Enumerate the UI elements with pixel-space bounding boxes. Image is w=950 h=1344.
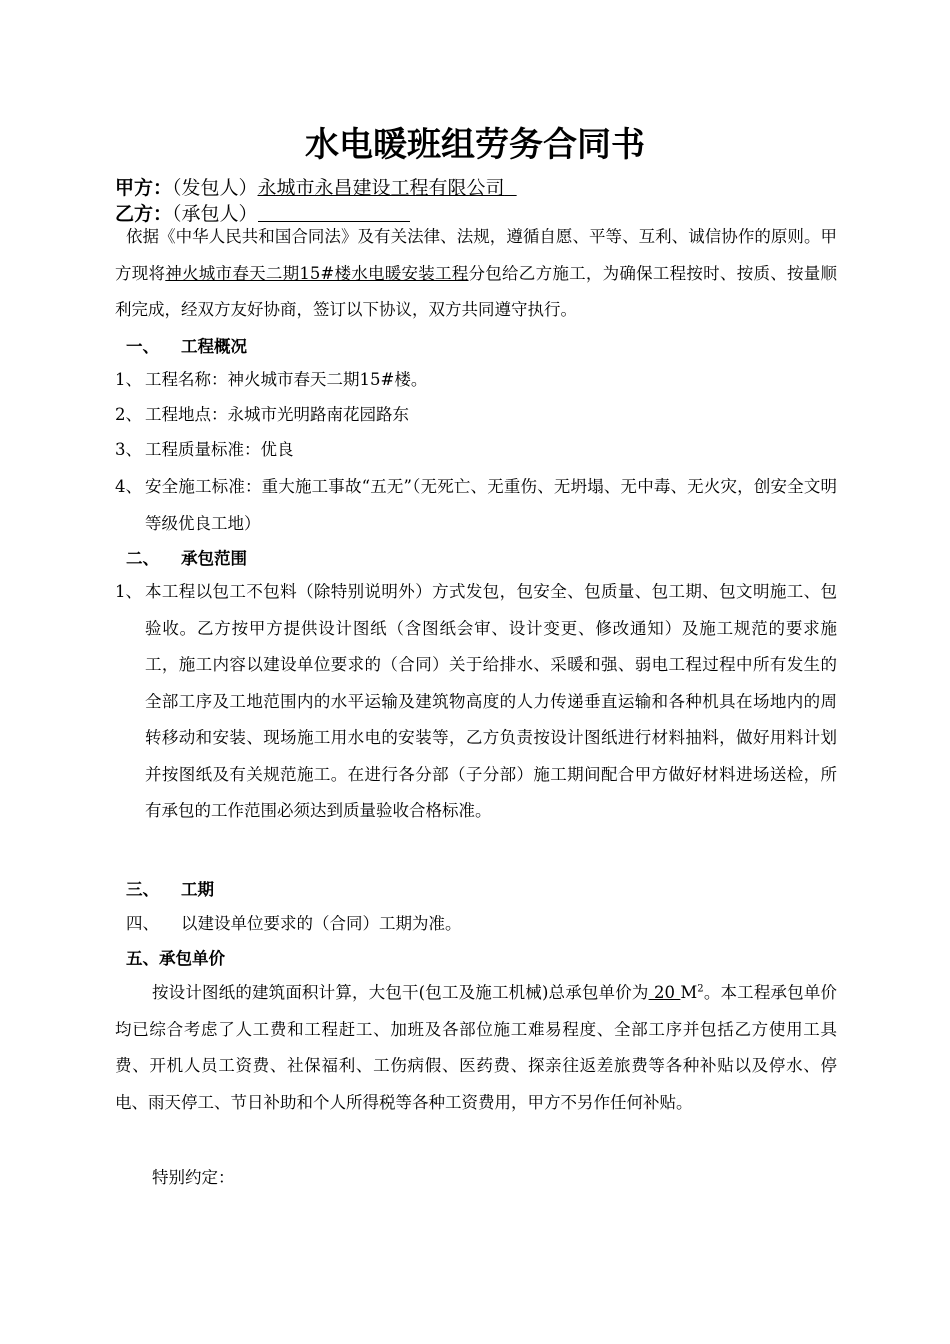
section-2-item — [115, 574, 837, 830]
intro-project-name: 神火城市春天二期15#楼水电暖安装工程 — [165, 263, 469, 283]
item-text: 本工程以包工不包料（除特别说明外）方式发包，包安全、包质量、包工期、包文明施工、包验收。乙方按甲方提供设计图纸（含图纸会审、设计变更、修改通知）及施工规范的要求施工，施工内容以建设单位要求的（合同）关于给排水、采暖和强、弱电工程过程中所有发生的全部工序及工地范围内的水平运输及建筑物高度的人力传递垂直运输和各种机具在场地内的周转移动和安装、现场施工用水电的安装等，乙方负责按设计图纸进行材料抽料，做好用料计划并按图纸及有关规范施工。在进行各分部（子分部）施工期间配合甲方做好材料进场送检，所有承包的工作范围必须达到质量验收合格标准。 — [145, 582, 837, 820]
party-a-name — [258, 177, 517, 199]
section-4-number: 四、 — [126, 914, 159, 933]
section-1-title: 工程概况 — [181, 337, 247, 356]
section-3-heading — [126, 878, 214, 902]
section-1-item — [115, 362, 837, 399]
section-4-text: 以建设单位要求的（合同）工期为准。 — [181, 914, 462, 933]
section-3-title: 工期 — [181, 880, 214, 899]
section-1-item — [115, 432, 837, 469]
party-a-line — [115, 175, 517, 201]
intro-text-pre: 依据《中华人民共和国合同法》及有关法律、法规，遵循自愿、平等、互利、诚信协作的原则。甲方现将 — [115, 227, 837, 283]
section-1-number: 一、 — [126, 337, 159, 356]
section-1-heading — [126, 335, 247, 359]
party-a-name-trail — [505, 177, 517, 199]
item-number: 1、 — [115, 582, 142, 601]
item-text: 安全施工标准：重大施工事故“五无”（无死亡、无重伤、无坍塌、无中毒、无火灾，创安全文明等级优良工地） — [145, 477, 837, 533]
party-a-name-text: 永城市永昌建设工程有限公司 — [257, 177, 505, 199]
item-number: 1、 — [115, 370, 142, 389]
section-1-item — [115, 397, 837, 434]
unit-price-value: 20 — [648, 983, 681, 1002]
section-5-text-post: 。本工程承包单价均已综合考虑了人工费和工程赶工、加班及各部位施工难易程度、全部工序并包括乙方使用工具费、开机人员工资费、社保福利、工伤病假、医药费、探亲往返差旅费等各种补贴以及停水、停电、雨天停工、节日补助和个人所得税等各种工资费用，甲方不另作任何补贴。 — [115, 983, 838, 1112]
section-5-paragraph — [115, 975, 837, 1121]
document-title: 水电暖班组劳务合同书 — [305, 125, 645, 165]
item-number: 4、 — [115, 477, 142, 496]
section-1-item — [115, 469, 837, 542]
section-4-line — [126, 912, 462, 936]
party-b-label: 乙方： — [115, 203, 173, 225]
section-5-text-pre: 按设计图纸的建筑面积计算，大包干(包工及施工机械)总承包单价为 — [152, 983, 649, 1002]
section-3-number: 三、 — [126, 880, 159, 899]
item-text: 工程质量标准：优良 — [145, 440, 294, 459]
section-2-number: 二、 — [126, 549, 159, 568]
unit-price-unit: M — [680, 983, 698, 1002]
party-a-role: （发包人） — [172, 177, 258, 199]
item-text: 工程地点：永城市光明路南花园路东 — [145, 405, 409, 424]
item-number: 3、 — [115, 440, 142, 459]
intro-paragraph — [115, 219, 837, 329]
special-agreement-label: 特别约定： — [152, 1168, 235, 1187]
section-5-heading: 五、承包单价 — [126, 949, 225, 968]
item-text: 工程名称：神火城市春天二期15#楼。 — [145, 370, 428, 389]
item-number: 2、 — [115, 405, 142, 424]
section-2-heading — [126, 547, 247, 571]
intro-text-post: 分包给乙方施工，为确保工程按时、按质、按量顺利完成，经双方友好协商，签订以下协议，双方共同遵守执行。 — [115, 263, 837, 319]
party-b-role: （承包人） — [172, 203, 258, 225]
unit-superscript: 2 — [697, 983, 704, 995]
party-a-label: 甲方： — [115, 177, 173, 199]
section-2-title: 承包范围 — [181, 549, 247, 568]
